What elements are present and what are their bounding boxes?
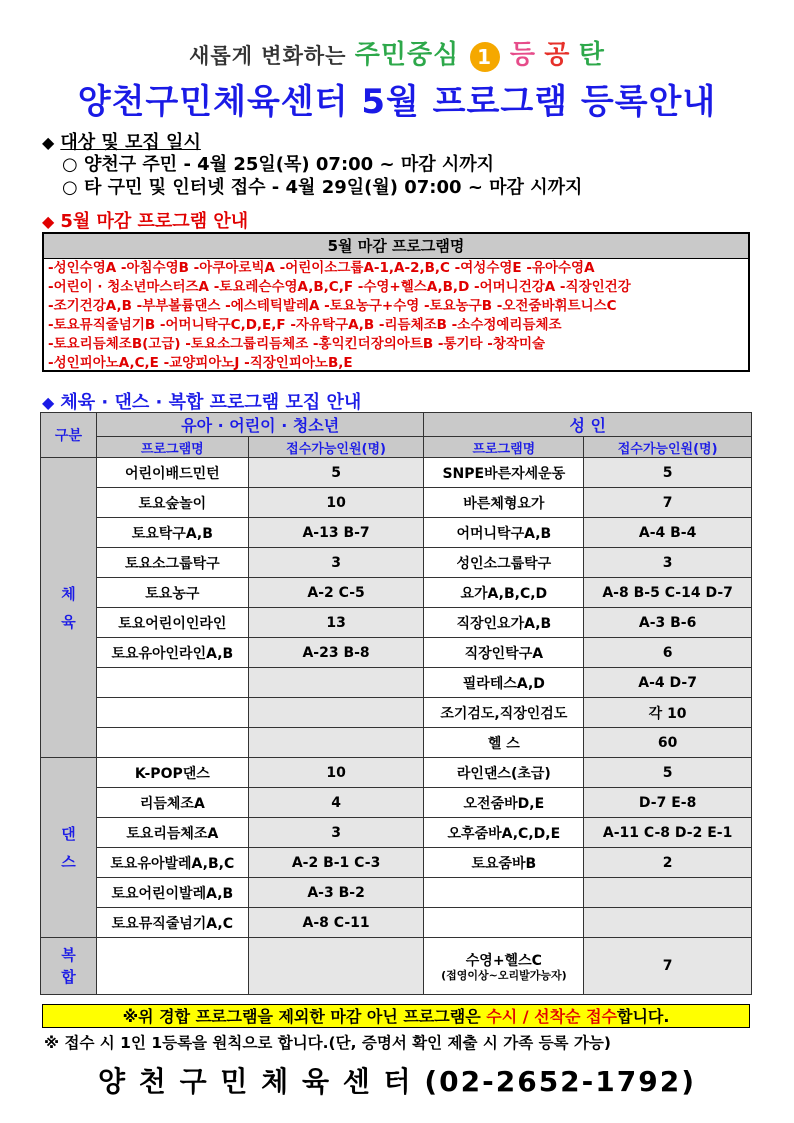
table-row [41,578,752,608]
program-name-cell [96,938,248,995]
program-name-cell: 토요어린이발레A,B [96,878,248,908]
program-name-cell [424,908,584,938]
kids-group-header: 유아 · 어린이 · 청소년 [96,413,424,437]
capacity-cell: 4 [248,788,424,818]
table-row [41,818,752,848]
capacity-cell: A-11 C-8 D-2 E-1 [584,818,752,848]
capacity-cell: A-4 B-4 [584,518,752,548]
table-row [41,728,752,758]
notice-banner: ※위 경합 프로그램을 제외한 마감 아닌 프로그램은 수시 / 선착순 접수합니다. [42,1004,750,1028]
program-name-cell [96,698,248,728]
capacity-cell: A-3 B-6 [584,608,752,638]
program-name-cell: 요가A,B,C,D [424,578,584,608]
capacity-cell: 5 [248,458,424,488]
table-row [41,938,752,995]
program-name-cell [96,728,248,758]
program-name-cell: 필라테스A,D [424,668,584,698]
category-cell: 댄 스 [41,758,97,938]
target-line-2: ○ 타 구민 및 인터넷 접수 - 4월 29일(월) 07:00 ~ 마감 시까지 [62,177,583,198]
diamond-icon: ◆ [42,393,55,412]
slogan-char-2: 공 [544,40,571,70]
closed-program-row: -어린이 · 청소년마스터즈A -토요레슨수영A,B,C,F -수영+헬스A,B,D -어머니건강A -직장인건강 [48,279,631,295]
capacity-cell: 5 [584,758,752,788]
slogan-text: 새롭게 변화하는 [189,44,347,68]
capacity-cell: 3 [248,548,424,578]
category-header: 구분 [41,413,97,458]
closed-program-row: -조기건강A,B -부부볼륨댄스 -에스테틱발레A -토요농구+수영 -토요농구B -오전줌바휘트니스C [48,298,617,314]
program-name-cell: 토요줌바B [424,848,584,878]
capacity-cell [248,728,424,758]
program-name-cell [96,668,248,698]
program-name-cell: 어린이배드민턴 [96,458,248,488]
program-name-cell: SNPE바른자세운동 [424,458,584,488]
program-name-cell: 오전줌바D,E [424,788,584,818]
program-name-cell: 리듬체조A [96,788,248,818]
footer-contact: 양 천 구 민 체 육 센 터 (02-2652-1792) [97,1065,697,1098]
capacity-cell: A-2 C-5 [248,578,424,608]
kids-capacity-header: 접수가능인원(명) [248,437,424,458]
capacity-cell [584,908,752,938]
program-name-cell: 토요유아발레A,B,C [96,848,248,878]
diamond-icon: ◆ [42,212,55,231]
category-cell: 복 합 [41,938,97,995]
capacity-cell: 10 [248,488,424,518]
program-name-cell: 토요탁구A,B [96,518,248,548]
capacity-cell: A-8 B-5 C-14 D-7 [584,578,752,608]
programs-table [40,412,752,995]
capacity-cell [584,878,752,908]
slogan-char-1: 등 [509,40,536,70]
closed-program-row: -토요뮤직줄넘기B -어머니탁구C,D,E,F -자유탁구A,B -리듬체조B -소수정예리듬체조 [48,317,562,333]
slogan-char-3: 탄 [578,40,605,70]
capacity-cell: 10 [248,758,424,788]
capacity-cell: 60 [584,728,752,758]
slogan-number-icon: 1 [470,42,500,72]
program-name-cell: 토요농구 [96,578,248,608]
adult-program-header: 프로그램명 [424,437,584,458]
closed-program-row: -성인수영A -아침수영B -아쿠아로빅A -어린이소그룹A-1,A-2,B,C -여성수영E -유아수영A [48,260,595,276]
capacity-cell: 3 [248,818,424,848]
closed-table-header: 5월 마감 프로그램명 [44,234,748,259]
kids-program-header: 프로그램명 [96,437,248,458]
capacity-cell: 5 [584,458,752,488]
capacity-cell: 각 10 [584,698,752,728]
table-row [41,908,752,938]
capacity-cell: 2 [584,848,752,878]
capacity-cell: 6 [584,638,752,668]
program-name-cell: K-POP댄스 [96,758,248,788]
table-row [41,878,752,908]
capacity-cell: 7 [584,488,752,518]
complex-program-sub: (접영이상~오리발가능자) [441,969,567,982]
program-name-cell: 토요리듬체조A [96,818,248,848]
capacity-cell: 7 [584,938,752,995]
table-row [41,848,752,878]
capacity-cell: 3 [584,548,752,578]
slogan-highlight: 주민중심 [354,40,460,70]
closed-heading: ◆ 5월 마감 프로그램 안내 [42,211,249,232]
page-title: 양천구민체육센터 5월 프로그램 등록안내 [77,82,717,122]
program-name-cell: 헬 스 [424,728,584,758]
capacity-cell [248,698,424,728]
notice-registration-rule: ※ 접수 시 1인 1등록을 원칙으로 합니다.(단, 증명서 확인 제출 시 가족 등록 가능) [44,1034,611,1052]
table-row [41,458,752,488]
program-name-cell: 라인댄스(초급) [424,758,584,788]
diamond-icon: ◆ [42,133,55,152]
closed-programs-box [42,232,750,372]
table-row [41,608,752,638]
adult-capacity-header: 접수가능인원(명) [584,437,752,458]
program-name-cell [424,878,584,908]
table-row [41,638,752,668]
table-row [41,548,752,578]
program-name-cell: 직장인요가A,B [424,608,584,638]
capacity-cell: D-7 E-8 [584,788,752,818]
table-row [41,668,752,698]
target-heading: ◆ 대상 및 모집 일시 [42,132,201,153]
slogan [0,34,794,72]
table-row [41,758,752,788]
capacity-cell: A-3 B-2 [248,878,424,908]
program-name-cell: 조기검도,직장인검도 [424,698,584,728]
table-row [41,488,752,518]
program-name-cell [424,938,584,995]
capacity-cell [248,668,424,698]
program-name-cell: 토요뮤직줄넘기A,C [96,908,248,938]
program-name-cell: 어머니탁구A,B [424,518,584,548]
capacity-cell: A-8 C-11 [248,908,424,938]
program-name-cell: 바른체형요가 [424,488,584,518]
program-name-cell: 오후줌바A,C,D,E [424,818,584,848]
capacity-cell: A-13 B-7 [248,518,424,548]
program-name-cell: 직장인탁구A [424,638,584,668]
program-name-cell: 토요어린이인라인 [96,608,248,638]
table-row [41,698,752,728]
capacity-cell: A-23 B-8 [248,638,424,668]
adult-group-header: 성 인 [424,413,752,437]
table-row [41,518,752,548]
table-row [41,788,752,818]
program-name-cell: 성인소그룹탁구 [424,548,584,578]
closed-program-row: -토요리듬체조B(고급) -토요소그룹리듬체조 -홍익킨더장의아트B -통기타 -창작미술 [48,336,546,352]
category-cell: 체 육 [41,458,97,758]
capacity-cell: A-2 B-1 C-3 [248,848,424,878]
complex-program-name: 수영+헬스C [465,953,542,969]
programs-heading: ◆ 체육 · 댄스 · 복합 프로그램 모집 안내 [42,392,362,413]
capacity-cell: A-4 D-7 [584,668,752,698]
closed-program-row: -성인피아노A,C,E -교양피아노J -직장인피아노B,E [48,355,353,371]
program-name-cell: 토요숲놀이 [96,488,248,518]
target-line-1: ○ 양천구 주민 - 4월 25일(목) 07:00 ~ 마감 시까지 [62,154,495,175]
program-name-cell: 토요소그룹탁구 [96,548,248,578]
capacity-cell: 13 [248,608,424,638]
program-name-cell: 토요유아인라인A,B [96,638,248,668]
capacity-cell [248,938,424,995]
